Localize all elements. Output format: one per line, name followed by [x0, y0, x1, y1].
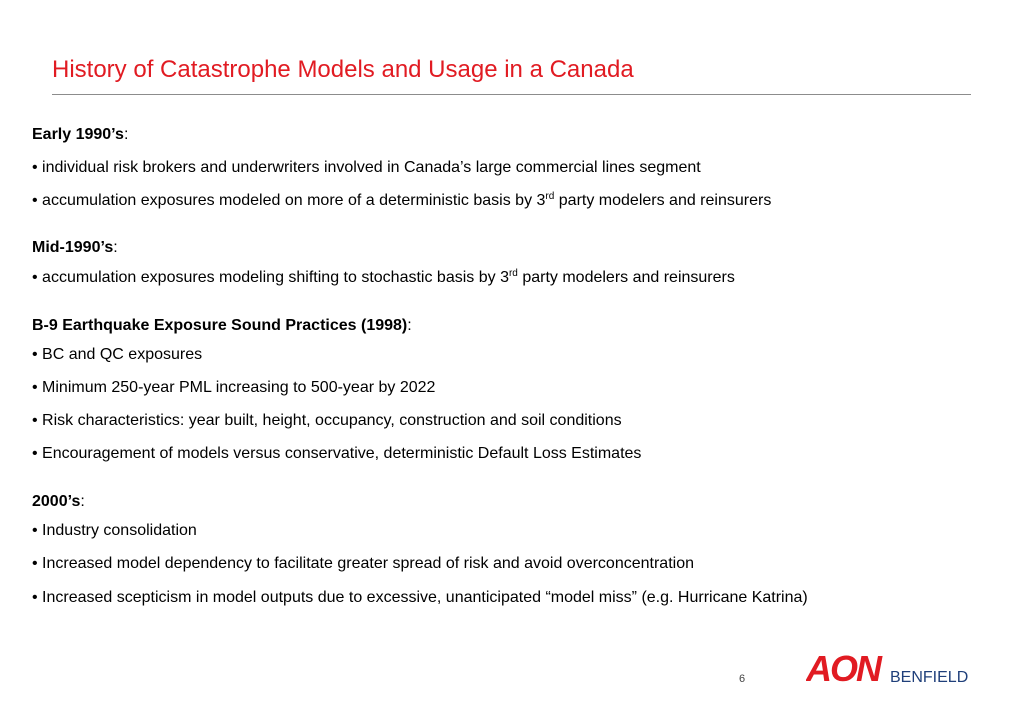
logo-subbrand-text: BENFIELD [890, 669, 969, 686]
logo-brand-text: AON [806, 648, 880, 687]
superscript: rd [508, 268, 518, 279]
bullet-text: party modelers and reinsurers [517, 269, 735, 286]
section-heading-b9 [32, 317, 412, 335]
title-divider [52, 94, 971, 95]
bullet-item: • Increased model dependency to facilitate greater spread of risk and avoid overconcentration [32, 555, 694, 572]
page-number: 6 [739, 673, 746, 685]
heading-text: B-9 Earthquake Exposure Sound Practices (1998) [32, 317, 408, 334]
aon-benfield-logo [806, 647, 976, 687]
heading-colon: : [80, 493, 85, 510]
bullet-item: • individual risk brokers and underwriters involved in Canada’s large commercial lines segment [32, 159, 701, 176]
heading-colon: : [123, 126, 129, 143]
heading-text: Early 1990’s [32, 126, 124, 143]
superscript: rd [545, 191, 555, 202]
heading-colon: : [113, 239, 118, 256]
bullet-item: • Minimum 250-year PML increasing to 500-year by 2022 [32, 379, 436, 396]
section-heading-early-1990s [32, 126, 128, 144]
bullet-text: • accumulation exposures modeled on more of a deterministic basis by 3 [32, 192, 546, 209]
bullet-text: • accumulation exposures modeling shifting to stochastic basis by 3 [32, 269, 509, 286]
bullet-item: • Increased scepticism in model outputs due to excessive, unanticipated “model miss” (e.g. Hurricane Katrina) [32, 589, 808, 606]
section-heading-2000s [32, 493, 85, 511]
bullet-item: • Industry consolidation [32, 522, 197, 539]
heading-text: Mid-1990’s [32, 239, 114, 256]
bullet-item: • Risk characteristics: year built, height, occupancy, construction and soil conditions [32, 412, 622, 429]
bullet-item: • Encouragement of models versus conservative, deterministic Default Loss Estimates [32, 445, 642, 462]
bullet-text: party modelers and reinsurers [554, 192, 772, 209]
bullet-item [32, 192, 771, 210]
bullet-item [32, 269, 735, 287]
section-heading-mid-1990s [32, 239, 118, 257]
heading-colon: : [407, 317, 412, 334]
bullet-item: • BC and QC exposures [32, 346, 203, 363]
slide-title: History of Catastrophe Models and Usage in a Canada [52, 56, 634, 83]
heading-text: 2000’s [32, 493, 81, 510]
